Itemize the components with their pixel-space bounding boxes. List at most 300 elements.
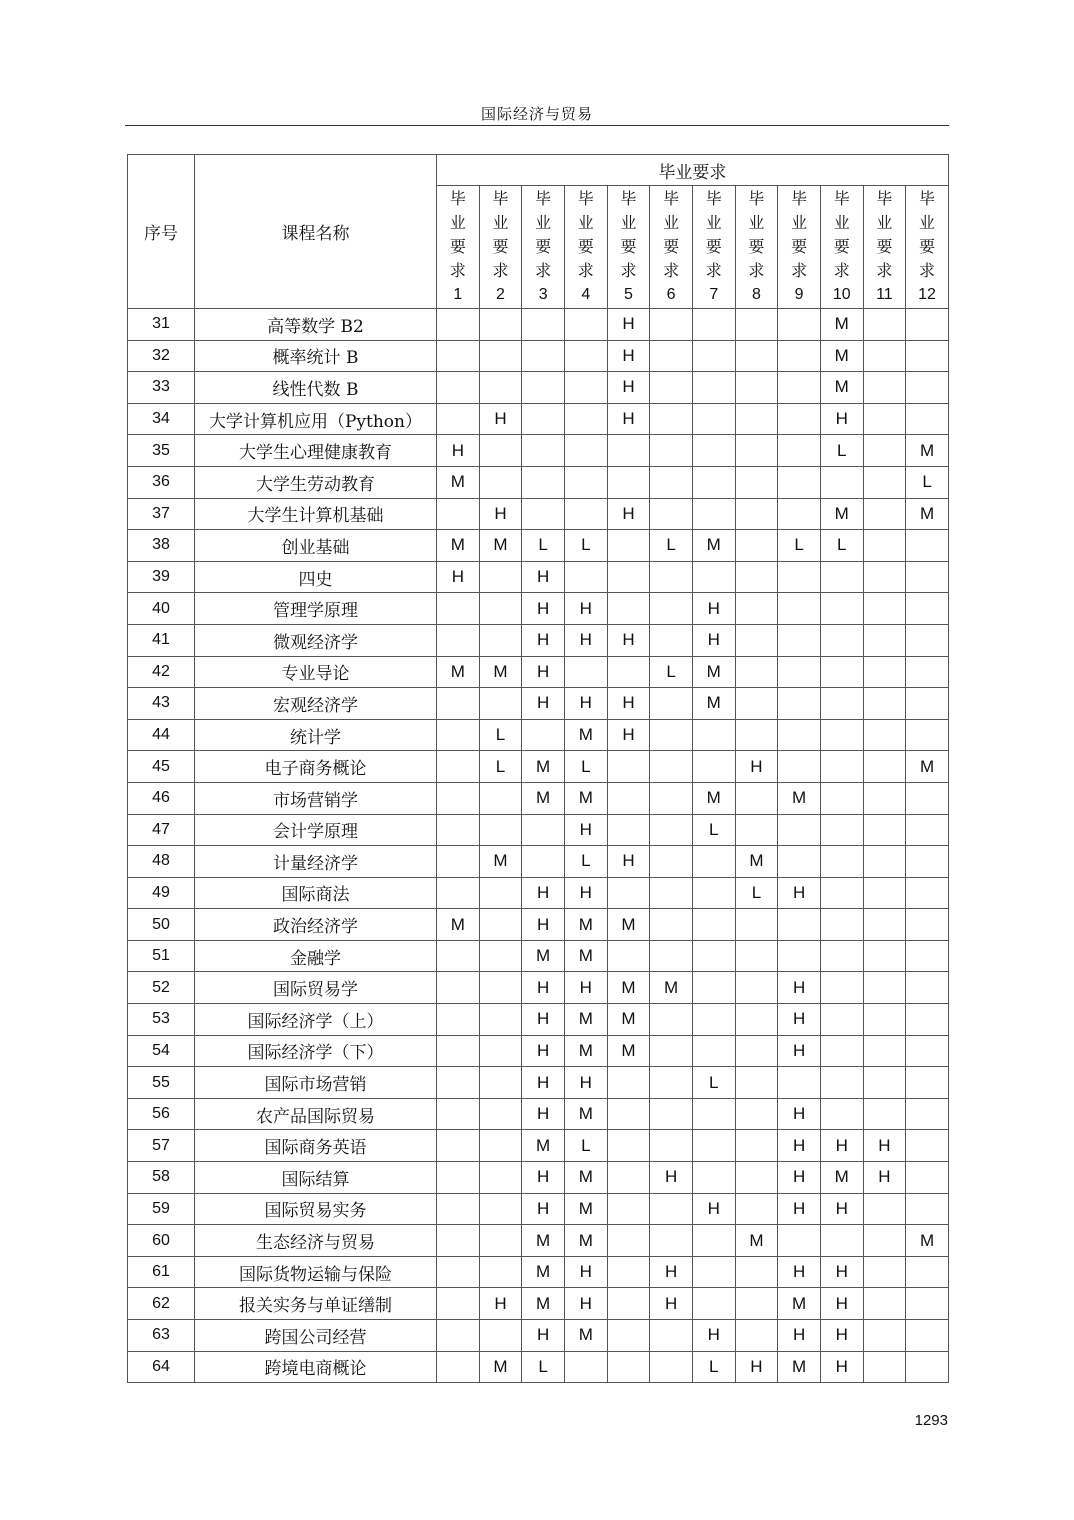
- table-row: [128, 814, 949, 846]
- requirement-mark-cell: M: [564, 782, 607, 814]
- requirement-mark-cell: L: [820, 435, 863, 467]
- requirement-mark-cell: [906, 372, 949, 404]
- requirement-mark-cell: [522, 846, 565, 878]
- requirement-mark-cell: M: [820, 1162, 863, 1194]
- requirement-mark-cell: M: [906, 1225, 949, 1257]
- requirement-mark-cell: [863, 309, 906, 341]
- requirement-mark-cell: L: [564, 846, 607, 878]
- requirement-mark-cell: M: [479, 656, 522, 688]
- requirement-mark-cell: M: [437, 656, 480, 688]
- requirement-mark-cell: [650, 1351, 693, 1383]
- requirement-header-char: 业: [919, 213, 936, 232]
- requirement-mark-cell: [692, 940, 735, 972]
- course-name-cell: 跨境电商概论: [195, 1351, 437, 1383]
- requirement-mark-cell: [906, 1162, 949, 1194]
- row-number-cell: 46: [128, 782, 195, 814]
- requirement-mark-cell: [479, 1004, 522, 1036]
- requirement-mark-cell: M: [564, 1225, 607, 1257]
- requirement-mark-cell: H: [820, 1193, 863, 1225]
- requirement-mark-cell: [906, 1067, 949, 1099]
- requirement-mark-cell: M: [437, 466, 480, 498]
- requirement-mark-cell: [692, 877, 735, 909]
- course-name-cell: 会计学原理: [195, 814, 437, 846]
- requirement-header-char: 业: [833, 213, 850, 232]
- requirement-mark-cell: H: [607, 309, 650, 341]
- requirement-header-char: 毕: [833, 189, 850, 208]
- requirement-mark-cell: H: [820, 1130, 863, 1162]
- requirement-mark-cell: M: [820, 340, 863, 372]
- requirement-header-char: 业: [577, 213, 594, 232]
- course-name-cell: 大学生心理健康教育: [195, 435, 437, 467]
- requirement-mark-cell: [650, 688, 693, 720]
- course-name-cell: 高等数学 B2: [195, 309, 437, 341]
- requirement-mark-cell: [863, 1193, 906, 1225]
- requirement-mark-cell: [650, 1130, 693, 1162]
- requirement-header-4: [564, 186, 607, 309]
- requirement-mark-cell: [906, 403, 949, 435]
- row-number-cell: 50: [128, 909, 195, 941]
- requirement-header-char: 要: [492, 237, 509, 256]
- requirement-mark-cell: M: [906, 498, 949, 530]
- requirement-mark-cell: [778, 1067, 821, 1099]
- requirement-mark-cell: [906, 814, 949, 846]
- row-number-cell: 43: [128, 688, 195, 720]
- row-number-cell: 58: [128, 1162, 195, 1194]
- row-number-cell: 31: [128, 309, 195, 341]
- requirement-mark-cell: [778, 1225, 821, 1257]
- requirement-mark-cell: [650, 435, 693, 467]
- requirement-mark-cell: [820, 877, 863, 909]
- requirement-mark-cell: [863, 1256, 906, 1288]
- requirement-mark-cell: M: [906, 435, 949, 467]
- requirement-mark-cell: H: [607, 403, 650, 435]
- requirement-mark-cell: M: [692, 530, 735, 562]
- course-name-cell: 计量经济学: [195, 846, 437, 878]
- requirement-header-char: 要: [833, 237, 850, 256]
- requirement-mark-cell: H: [479, 1288, 522, 1320]
- requirement-mark-cell: [564, 656, 607, 688]
- requirement-header-char: 要: [535, 237, 552, 256]
- requirement-mark-cell: [692, 751, 735, 783]
- requirement-mark-cell: [863, 561, 906, 593]
- row-number-cell: 45: [128, 751, 195, 783]
- requirement-mark-cell: H: [522, 624, 565, 656]
- requirement-mark-cell: L: [564, 530, 607, 562]
- requirement-mark-cell: H: [522, 593, 565, 625]
- requirement-mark-cell: H: [437, 435, 480, 467]
- requirement-mark-cell: [906, 1351, 949, 1383]
- requirement-mark-cell: [437, 751, 480, 783]
- requirement-header-char: 毕: [663, 189, 680, 208]
- requirement-mark-cell: [820, 1225, 863, 1257]
- requirement-mark-cell: [607, 1067, 650, 1099]
- requirement-mark-cell: H: [735, 1351, 778, 1383]
- requirement-mark-cell: H: [778, 1193, 821, 1225]
- course-name-cell: 国际经济学（下）: [195, 1035, 437, 1067]
- requirement-mark-cell: M: [479, 1351, 522, 1383]
- table-row: [128, 940, 949, 972]
- requirement-mark-cell: L: [522, 1351, 565, 1383]
- requirement-mark-cell: [437, 972, 480, 1004]
- requirement-mark-cell: [906, 340, 949, 372]
- table-row: [128, 972, 949, 1004]
- requirement-mark-cell: H: [522, 688, 565, 720]
- table-row: [128, 1193, 949, 1225]
- requirement-mark-cell: [735, 656, 778, 688]
- requirement-mark-cell: [778, 940, 821, 972]
- requirement-mark-cell: [778, 309, 821, 341]
- requirement-header-char: 求: [919, 261, 936, 280]
- requirement-mark-cell: [607, 435, 650, 467]
- requirement-mark-cell: M: [522, 751, 565, 783]
- requirement-mark-cell: [735, 561, 778, 593]
- requirement-mark-cell: [564, 309, 607, 341]
- requirement-header-char: 要: [791, 237, 808, 256]
- requirement-header-char: 求: [449, 261, 466, 280]
- requirement-mark-cell: M: [735, 846, 778, 878]
- requirement-mark-cell: M: [564, 1162, 607, 1194]
- requirement-mark-cell: M: [778, 1288, 821, 1320]
- requirement-header-7: [692, 186, 735, 309]
- requirement-mark-cell: H: [863, 1162, 906, 1194]
- course-name-cell: 电子商务概论: [195, 751, 437, 783]
- requirement-mark-cell: [522, 309, 565, 341]
- requirement-mark-cell: H: [607, 719, 650, 751]
- requirement-mark-cell: [906, 1288, 949, 1320]
- course-name-cell: 宏观经济学: [195, 688, 437, 720]
- requirement-mark-cell: [437, 782, 480, 814]
- requirement-mark-cell: [479, 1256, 522, 1288]
- requirement-mark-cell: [735, 340, 778, 372]
- requirement-mark-cell: [735, 593, 778, 625]
- requirement-mark-cell: [479, 814, 522, 846]
- requirement-mark-cell: [906, 940, 949, 972]
- requirement-header-5: [607, 186, 650, 309]
- requirement-mark-cell: [564, 561, 607, 593]
- requirement-mark-cell: [479, 877, 522, 909]
- requirement-header-11: [863, 186, 906, 309]
- requirement-mark-cell: [906, 530, 949, 562]
- table-row: [128, 309, 949, 341]
- requirement-mark-cell: [906, 877, 949, 909]
- page-number: 1293: [914, 1412, 948, 1429]
- requirement-mark-cell: [650, 498, 693, 530]
- requirement-header-char: 业: [705, 213, 722, 232]
- requirement-mark-cell: M: [564, 1098, 607, 1130]
- requirement-mark-cell: [479, 1193, 522, 1225]
- requirement-mark-cell: H: [650, 1288, 693, 1320]
- requirement-mark-cell: H: [522, 877, 565, 909]
- requirement-mark-cell: H: [437, 561, 480, 593]
- requirement-mark-cell: [735, 624, 778, 656]
- requirement-mark-cell: [437, 1004, 480, 1036]
- course-name-cell: 国际经济学（上）: [195, 1004, 437, 1036]
- requirement-mark-cell: [906, 1320, 949, 1352]
- requirement-mark-cell: [735, 688, 778, 720]
- requirement-mark-cell: [650, 877, 693, 909]
- requirement-mark-cell: M: [778, 782, 821, 814]
- requirement-mark-cell: [437, 1320, 480, 1352]
- requirement-mark-cell: [437, 688, 480, 720]
- requirement-mark-cell: [906, 624, 949, 656]
- requirement-mark-cell: [820, 782, 863, 814]
- requirement-mark-cell: [437, 593, 480, 625]
- requirement-header-char: 要: [705, 237, 722, 256]
- requirement-mark-cell: H: [564, 688, 607, 720]
- requirement-mark-cell: [650, 1098, 693, 1130]
- requirement-mark-cell: H: [607, 846, 650, 878]
- requirement-header-char: 业: [535, 213, 552, 232]
- requirement-header-char: 毕: [449, 189, 466, 208]
- requirement-mark-cell: [437, 624, 480, 656]
- requirement-mark-cell: [863, 782, 906, 814]
- requirement-mark-cell: [906, 1193, 949, 1225]
- requirement-header-number: 6: [666, 286, 676, 303]
- requirement-mark-cell: H: [479, 498, 522, 530]
- requirement-mark-cell: [735, 466, 778, 498]
- requirement-mark-cell: [820, 940, 863, 972]
- requirement-header-char: 求: [492, 261, 509, 280]
- requirement-mark-cell: [906, 909, 949, 941]
- requirement-mark-cell: [863, 719, 906, 751]
- requirement-mark-cell: [863, 1351, 906, 1383]
- requirement-mark-cell: [650, 1225, 693, 1257]
- requirement-mark-cell: H: [735, 751, 778, 783]
- requirement-mark-cell: [735, 1035, 778, 1067]
- requirement-header-char: 业: [663, 213, 680, 232]
- requirement-mark-cell: [479, 909, 522, 941]
- row-number-cell: 62: [128, 1288, 195, 1320]
- course-name-cell: 国际商务英语: [195, 1130, 437, 1162]
- requirement-header-char: 要: [663, 237, 680, 256]
- requirement-mark-cell: [820, 814, 863, 846]
- requirement-mark-cell: [863, 972, 906, 1004]
- table-row: [128, 909, 949, 941]
- requirement-mark-cell: [778, 624, 821, 656]
- requirement-mark-cell: [778, 846, 821, 878]
- requirement-mark-cell: [437, 814, 480, 846]
- requirement-mark-cell: [564, 466, 607, 498]
- requirement-mark-cell: [863, 1035, 906, 1067]
- requirement-mark-cell: H: [820, 1351, 863, 1383]
- requirement-mark-cell: [564, 435, 607, 467]
- requirement-mark-cell: [778, 688, 821, 720]
- requirement-header-char: 求: [748, 261, 765, 280]
- requirement-mark-cell: [479, 940, 522, 972]
- row-number-cell: 42: [128, 656, 195, 688]
- requirement-mark-cell: [863, 877, 906, 909]
- requirement-mark-cell: [479, 688, 522, 720]
- requirement-mark-cell: H: [607, 624, 650, 656]
- page-header-title: 国际经济与贸易: [480, 105, 593, 123]
- requirement-mark-cell: [735, 1288, 778, 1320]
- requirement-header-char: 求: [791, 261, 808, 280]
- requirement-mark-cell: [863, 593, 906, 625]
- requirement-mark-cell: [778, 435, 821, 467]
- requirement-header-char: 要: [919, 237, 936, 256]
- requirement-mark-cell: [522, 498, 565, 530]
- requirement-mark-cell: H: [564, 624, 607, 656]
- requirement-mark-cell: [906, 656, 949, 688]
- requirement-header-char: 毕: [577, 189, 594, 208]
- requirement-mark-cell: [906, 1130, 949, 1162]
- requirement-mark-cell: H: [522, 1193, 565, 1225]
- requirement-mark-cell: H: [607, 372, 650, 404]
- requirement-mark-cell: [479, 972, 522, 1004]
- row-number-cell: 51: [128, 940, 195, 972]
- requirement-mark-cell: [863, 530, 906, 562]
- requirement-mark-cell: [607, 751, 650, 783]
- requirement-header-number: 8: [751, 286, 761, 303]
- requirement-mark-cell: [437, 719, 480, 751]
- requirement-mark-cell: [820, 909, 863, 941]
- course-name-cell: 金融学: [195, 940, 437, 972]
- requirement-mark-cell: L: [650, 656, 693, 688]
- requirement-mark-cell: [735, 814, 778, 846]
- requirement-mark-cell: [692, 309, 735, 341]
- course-name-cell: 国际贸易实务: [195, 1193, 437, 1225]
- table-row: [128, 656, 949, 688]
- requirement-mark-cell: [522, 340, 565, 372]
- row-number-cell: 64: [128, 1351, 195, 1383]
- requirement-mark-cell: M: [607, 1035, 650, 1067]
- requirement-mark-cell: [906, 593, 949, 625]
- requirement-mark-cell: [863, 814, 906, 846]
- requirement-mark-cell: [564, 1351, 607, 1383]
- requirement-mark-cell: [735, 1162, 778, 1194]
- requirement-mark-cell: [735, 909, 778, 941]
- requirement-mark-cell: [437, 877, 480, 909]
- requirement-mark-cell: H: [778, 1035, 821, 1067]
- requirement-header-char: 业: [449, 213, 466, 232]
- requirement-mark-cell: [778, 751, 821, 783]
- requirement-mark-cell: H: [607, 688, 650, 720]
- requirement-mark-cell: [564, 403, 607, 435]
- requirement-mark-cell: [778, 403, 821, 435]
- requirement-mark-cell: M: [820, 309, 863, 341]
- requirement-header-char: 求: [535, 261, 552, 280]
- requirement-mark-cell: L: [479, 719, 522, 751]
- requirement-mark-cell: [564, 340, 607, 372]
- requirement-mark-cell: L: [479, 751, 522, 783]
- table-row: [128, 751, 949, 783]
- requirement-mark-cell: H: [607, 498, 650, 530]
- row-number-cell: 56: [128, 1098, 195, 1130]
- requirement-mark-cell: [692, 1288, 735, 1320]
- requirement-mark-cell: [607, 782, 650, 814]
- requirement-mark-cell: [650, 1067, 693, 1099]
- requirement-mark-cell: [778, 372, 821, 404]
- requirement-mark-cell: [607, 1130, 650, 1162]
- requirement-mark-cell: H: [778, 1256, 821, 1288]
- requirement-mark-cell: [735, 972, 778, 1004]
- requirement-mark-cell: M: [692, 656, 735, 688]
- requirement-mark-cell: M: [607, 1004, 650, 1036]
- requirement-header-number: 1: [453, 286, 463, 303]
- requirement-mark-cell: [692, 909, 735, 941]
- requirement-header-char: 求: [876, 261, 893, 280]
- requirement-mark-cell: [906, 561, 949, 593]
- requirement-mark-cell: M: [437, 530, 480, 562]
- course-name-cell: 国际结算: [195, 1162, 437, 1194]
- requirement-mark-cell: [692, 1162, 735, 1194]
- requirement-mark-cell: [863, 1225, 906, 1257]
- table-row: [128, 403, 949, 435]
- table-row: [128, 561, 949, 593]
- course-name-cell: 生态经济与贸易: [195, 1225, 437, 1257]
- requirement-mark-cell: [820, 751, 863, 783]
- column-group-header-requirements: 毕业要求: [437, 155, 949, 186]
- requirement-mark-cell: [479, 1098, 522, 1130]
- requirement-mark-cell: [735, 309, 778, 341]
- requirement-mark-cell: [479, 1130, 522, 1162]
- requirement-mark-cell: [650, 561, 693, 593]
- course-name-cell: 四史: [195, 561, 437, 593]
- requirement-mark-cell: L: [820, 530, 863, 562]
- requirement-mark-cell: [692, 1256, 735, 1288]
- requirement-mark-cell: [437, 372, 480, 404]
- requirement-mark-cell: H: [778, 1004, 821, 1036]
- requirement-mark-cell: [820, 719, 863, 751]
- table-row: [128, 1067, 949, 1099]
- row-number-cell: 55: [128, 1067, 195, 1099]
- requirement-mark-cell: [906, 972, 949, 1004]
- requirement-header-12: [906, 186, 949, 309]
- requirement-mark-cell: [607, 1193, 650, 1225]
- requirement-mark-cell: [863, 1320, 906, 1352]
- requirement-mark-cell: [692, 1004, 735, 1036]
- row-number-cell: 36: [128, 466, 195, 498]
- requirement-mark-cell: [735, 940, 778, 972]
- requirement-mark-cell: H: [564, 593, 607, 625]
- requirement-mark-cell: [778, 466, 821, 498]
- requirement-header-char: 求: [620, 261, 637, 280]
- requirement-header-10: [820, 186, 863, 309]
- requirement-mark-cell: [437, 340, 480, 372]
- table-row: [128, 466, 949, 498]
- requirement-mark-cell: L: [650, 530, 693, 562]
- requirement-header-char: 毕: [492, 189, 509, 208]
- requirement-mark-cell: [906, 782, 949, 814]
- requirement-header-char: 要: [620, 237, 637, 256]
- requirement-mark-cell: L: [906, 466, 949, 498]
- requirement-mark-cell: [863, 498, 906, 530]
- requirement-header-number: 9: [794, 286, 804, 303]
- requirement-header-number: 3: [538, 286, 548, 303]
- requirement-mark-cell: [863, 1067, 906, 1099]
- requirement-mark-cell: [650, 1320, 693, 1352]
- table-row: [128, 846, 949, 878]
- requirement-mark-cell: [692, 846, 735, 878]
- requirement-mark-cell: H: [522, 972, 565, 1004]
- requirement-mark-cell: [607, 1288, 650, 1320]
- requirement-mark-cell: [863, 688, 906, 720]
- requirement-mark-cell: M: [906, 751, 949, 783]
- requirement-mark-cell: [863, 1004, 906, 1036]
- requirement-header-char: 毕: [876, 189, 893, 208]
- requirement-mark-cell: [437, 498, 480, 530]
- requirement-mark-cell: [650, 751, 693, 783]
- requirement-header-char: 求: [705, 261, 722, 280]
- requirement-mark-cell: [607, 877, 650, 909]
- requirement-mark-cell: H: [650, 1256, 693, 1288]
- course-name-cell: 微观经济学: [195, 624, 437, 656]
- requirement-mark-cell: M: [564, 1320, 607, 1352]
- requirement-mark-cell: [479, 372, 522, 404]
- requirement-mark-cell: [437, 846, 480, 878]
- requirement-mark-cell: H: [522, 1035, 565, 1067]
- requirement-mark-cell: [437, 309, 480, 341]
